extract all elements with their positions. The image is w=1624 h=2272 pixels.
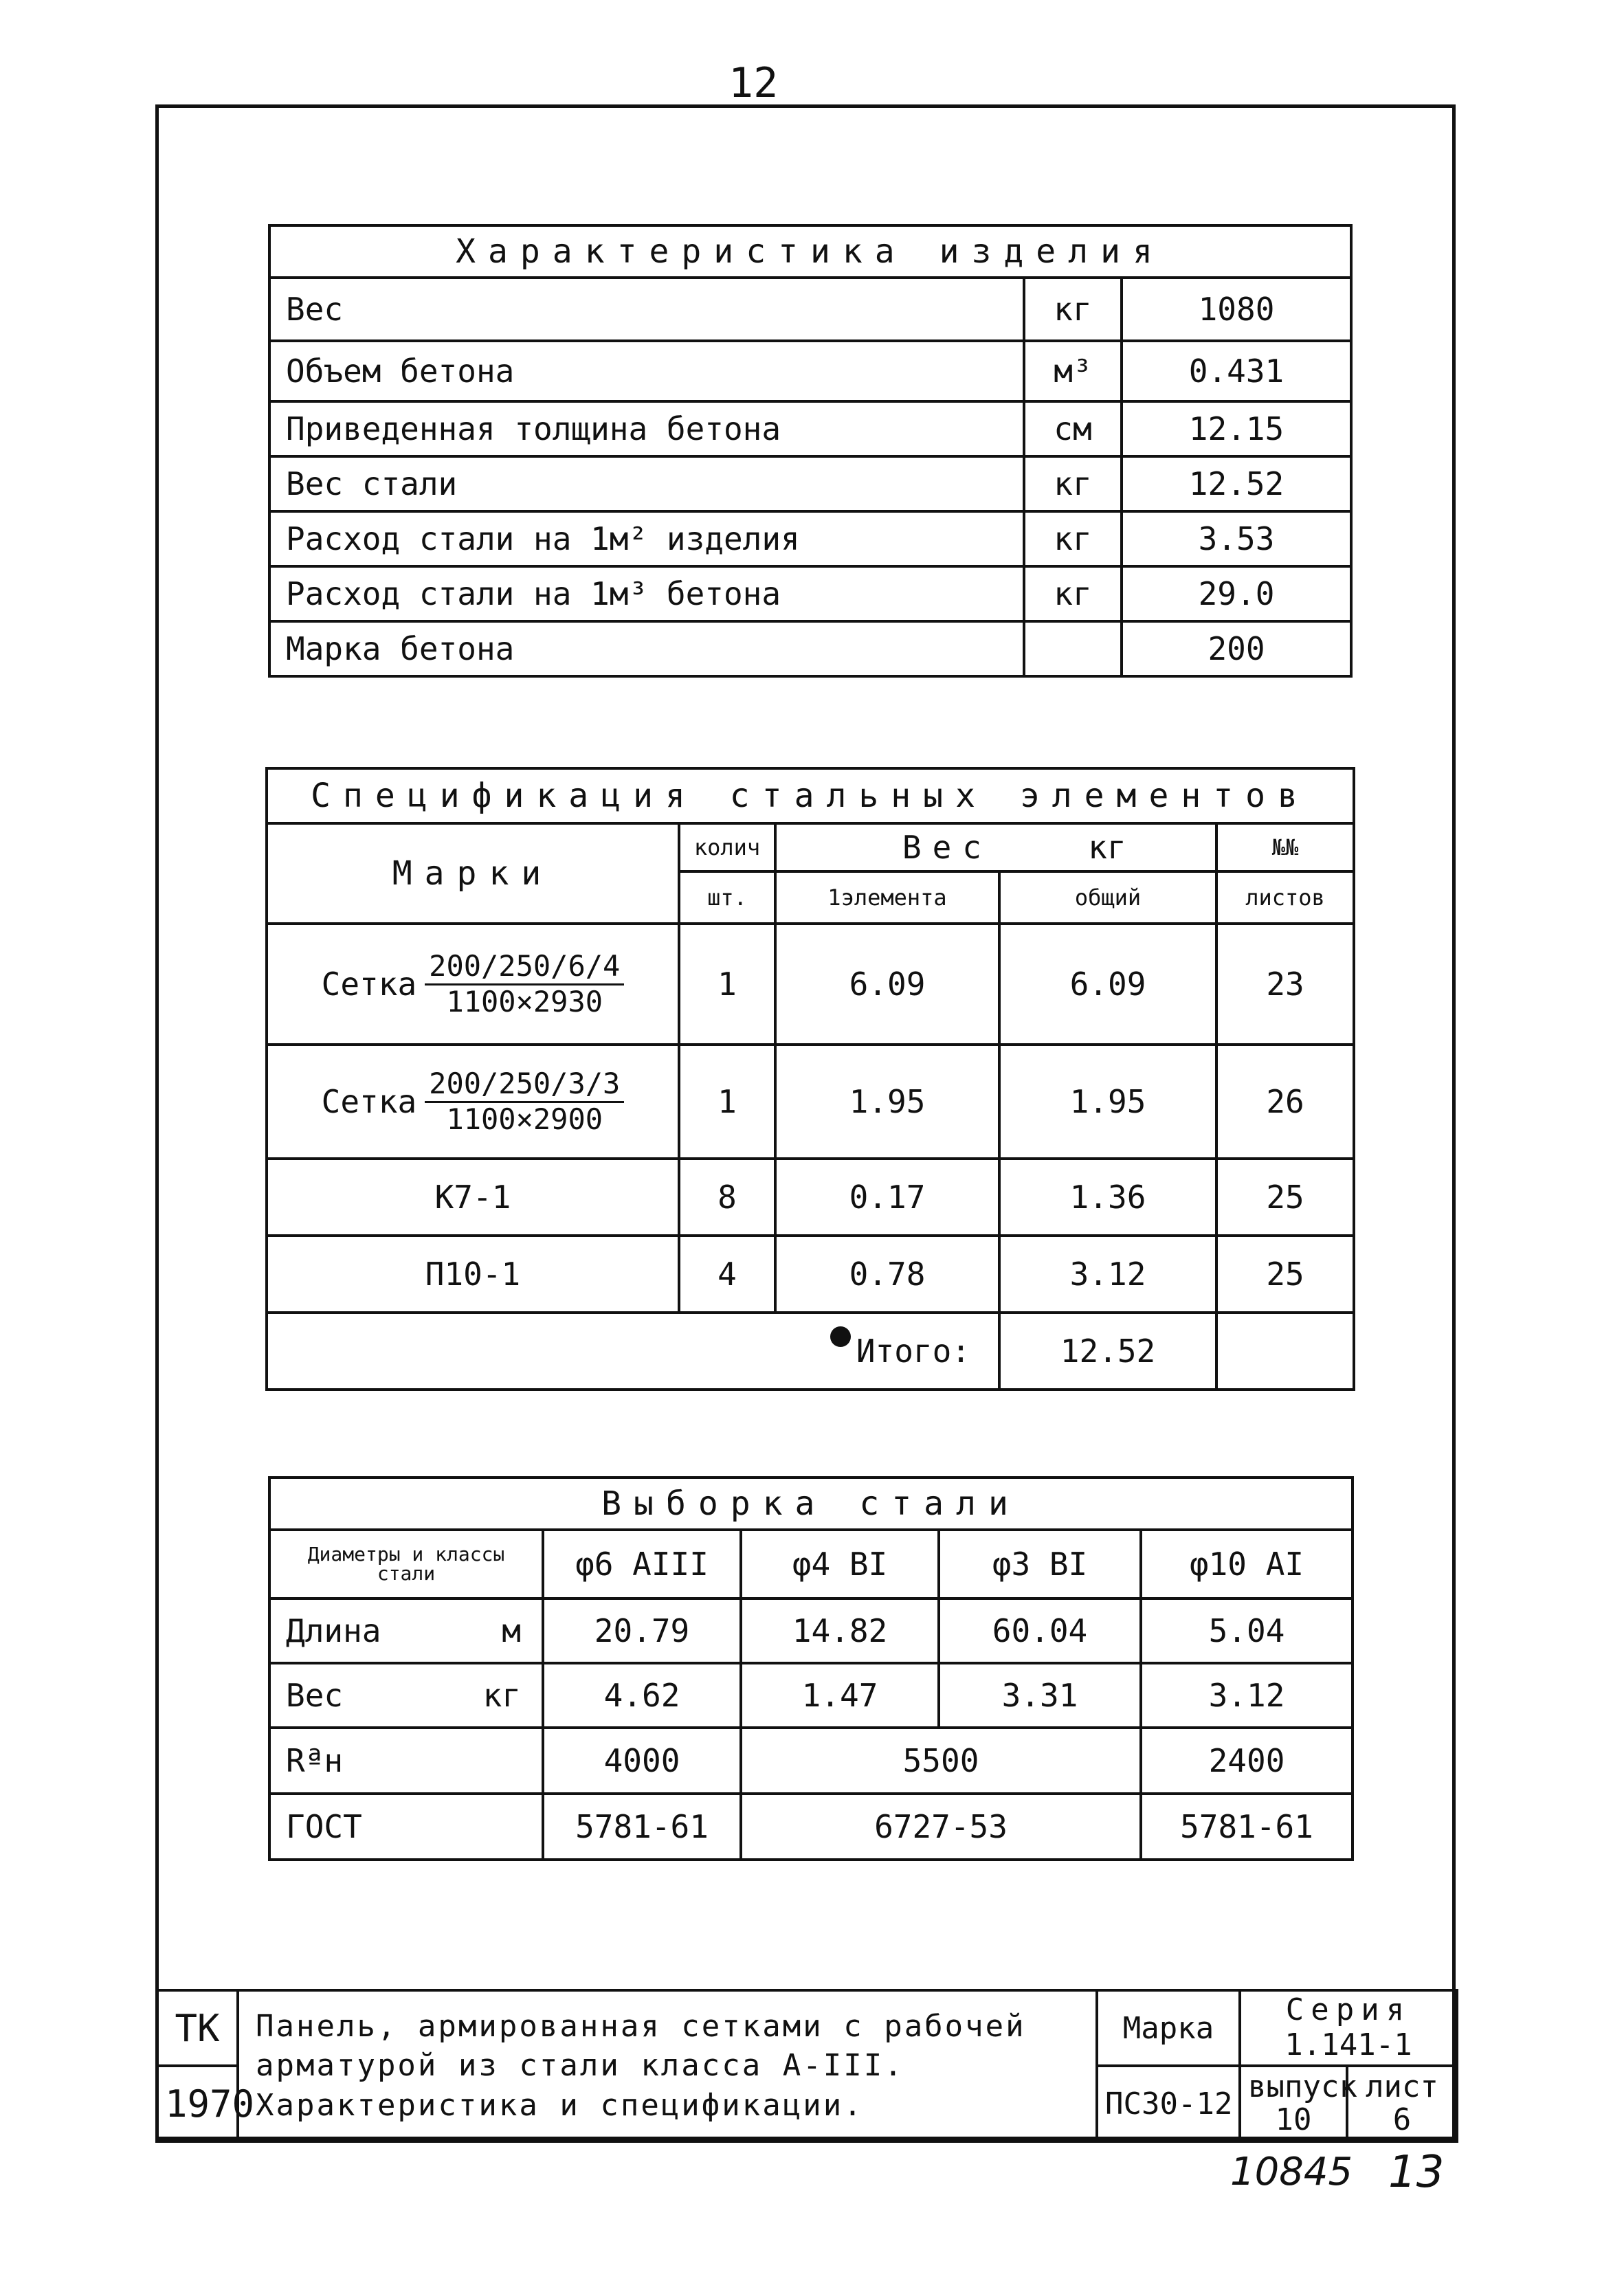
spec-total-empty <box>1216 1313 1354 1390</box>
char-name-2: Приведенная толщина бетона <box>269 401 1024 456</box>
spec-per-element-1: 1.95 <box>775 1045 999 1159</box>
char-value-2: 12.15 <box>1122 401 1351 456</box>
specification-table <box>265 767 1355 1391</box>
spec-frac-top-1: 200/250/3/3 <box>425 1067 624 1102</box>
ink-blot <box>830 1326 851 1347</box>
spec-total-label: Итого: <box>267 1313 999 1390</box>
title-block-issue <box>1240 2066 1357 2141</box>
title-block-series-label: Серия <box>1285 1992 1412 2028</box>
steel-weight-2: 3.31 <box>939 1663 1141 1728</box>
spec-header-sheets-top: №№ <box>1216 823 1354 871</box>
spec-header-weight-unit: кг <box>999 823 1216 871</box>
char-name-3: Вес стали <box>269 456 1024 511</box>
steel-col-3: φ10 АI <box>1141 1530 1353 1599</box>
spec-total-value: 12.52 <box>999 1313 1216 1390</box>
title-block-desc-line-1: арматурой из стали класса А-III. <box>256 2048 904 2084</box>
characteristics-table <box>268 224 1353 678</box>
title-block-sheet <box>1347 2066 1457 2141</box>
char-value-0: 1080 <box>1122 278 1351 341</box>
characteristics-title: Характеристика изделия <box>269 225 1351 278</box>
handwritten-number: 10845 <box>1230 2150 1353 2194</box>
spec-qty-2: 8 <box>679 1159 775 1236</box>
steel-length-row-label <box>269 1599 543 1663</box>
char-name-5: Расход стали на 1м³ бетона <box>269 566 1024 621</box>
char-value-1: 0.431 <box>1122 341 1351 401</box>
handwritten-sheet: 13 <box>1388 2147 1445 2198</box>
steel-gost-1: 6727-53 <box>741 1794 1141 1860</box>
spec-mark-label-0: Сетка <box>321 966 417 1003</box>
steel-gost-2: 5781-61 <box>1141 1794 1353 1860</box>
steel-length-unit: м <box>502 1612 521 1649</box>
char-unit-5: кг <box>1024 566 1122 621</box>
title-block-sheet-value: 6 <box>1392 2102 1412 2137</box>
steel-gost-label: ГОСТ <box>269 1794 543 1860</box>
spec-header-qty-bottom: шт. <box>679 871 775 924</box>
title-block-description <box>238 1990 1097 2141</box>
spec-frac-bottom-1: 1100×2900 <box>446 1102 603 1136</box>
steel-col-0: φ6 АIII <box>543 1530 741 1599</box>
spec-row-mark-0 <box>267 924 679 1045</box>
char-name-4: Расход стали на 1м² изделия <box>269 511 1024 566</box>
title-block-series-value: 1.141-1 <box>1284 2027 1412 2062</box>
char-unit-0: кг <box>1024 278 1122 341</box>
spec-total-2: 1.36 <box>999 1159 1216 1236</box>
char-unit-1: м³ <box>1024 341 1122 401</box>
steel-length-label: Длина <box>286 1612 381 1649</box>
spec-qty-0: 1 <box>679 924 775 1045</box>
spec-sheet-0: 23 <box>1216 924 1354 1045</box>
char-value-3: 12.52 <box>1122 456 1351 511</box>
spec-qty-3: 4 <box>679 1236 775 1313</box>
char-name-6: Марка бетона <box>269 621 1024 676</box>
char-value-6: 200 <box>1122 621 1351 676</box>
spec-header-per-element: 1элемента <box>775 871 999 924</box>
steel-weight-0: 4.62 <box>543 1663 741 1728</box>
spec-row-mark-1 <box>267 1045 679 1159</box>
spec-total-3: 3.12 <box>999 1236 1216 1313</box>
spec-header-weight: Вес <box>775 823 999 871</box>
spec-per-element-2: 0.17 <box>775 1159 999 1236</box>
steel-ra-label: Rªн <box>269 1728 543 1794</box>
spec-header-marks: Марки <box>267 823 679 924</box>
title-block-mark-value: ПС30-12 <box>1097 2066 1240 2141</box>
steel-weight-3: 3.12 <box>1141 1663 1353 1728</box>
title-block-desc-line-0: Панель, армированная сетками с рабочей <box>256 2009 1026 2045</box>
steel-title: Выборка стали <box>269 1478 1353 1530</box>
spec-total-0: 6.09 <box>999 924 1216 1045</box>
spec-mark-label-1: Сетка <box>321 1083 417 1120</box>
spec-mark-fraction-0 <box>425 950 624 1018</box>
steel-length-2: 60.04 <box>939 1599 1141 1663</box>
steel-weight-row-label <box>269 1663 543 1728</box>
spec-mark-3: П10-1 <box>267 1236 679 1313</box>
steel-header-label: Диаметры и классы стали <box>269 1530 543 1599</box>
spec-frac-bottom-0: 1100×2930 <box>446 984 603 1018</box>
spec-frac-top-0: 200/250/6/4 <box>425 950 624 985</box>
char-unit-6 <box>1024 621 1122 676</box>
spec-sheet-1: 26 <box>1216 1045 1354 1159</box>
spec-per-element-0: 6.09 <box>775 924 999 1045</box>
title-block-org: ТК <box>157 1990 238 2066</box>
steel-ra-2: 2400 <box>1141 1728 1353 1794</box>
steel-table <box>268 1476 1354 1861</box>
steel-length-0: 20.79 <box>543 1599 741 1663</box>
title-block-year: 1970 <box>157 2066 238 2141</box>
spec-mark-2: К7-1 <box>267 1159 679 1236</box>
spec-per-element-3: 0.78 <box>775 1236 999 1313</box>
steel-weight-1: 1.47 <box>741 1663 939 1728</box>
title-block <box>155 1989 1458 2143</box>
title-block-issue-value: 10 <box>1275 2102 1312 2137</box>
title-block-desc-line-2: Характеристика и спецификации. <box>256 2087 864 2123</box>
title-block-series <box>1240 1990 1457 2066</box>
char-unit-2: см <box>1024 401 1122 456</box>
steel-col-2: φ3 ВI <box>939 1530 1141 1599</box>
title-block-sheet-label: лист <box>1366 2069 1438 2104</box>
spec-sheet-3: 25 <box>1216 1236 1354 1313</box>
steel-length-1: 14.82 <box>741 1599 939 1663</box>
steel-gost-0: 5781-61 <box>543 1794 741 1860</box>
steel-ra-0: 4000 <box>543 1728 741 1794</box>
char-unit-3: кг <box>1024 456 1122 511</box>
spec-total-1: 1.95 <box>999 1045 1216 1159</box>
steel-length-3: 5.04 <box>1141 1599 1353 1663</box>
specification-title: Спецификация стальных элементов <box>267 768 1354 823</box>
steel-weight-unit: кг <box>482 1677 521 1714</box>
title-block-mark-label: Марка <box>1097 1990 1240 2066</box>
char-unit-4: кг <box>1024 511 1122 566</box>
char-name-1: Объем бетона <box>269 341 1024 401</box>
spec-header-sheets-bottom: листов <box>1216 871 1354 924</box>
spec-mark-fraction-1 <box>425 1067 624 1136</box>
spec-qty-1: 1 <box>679 1045 775 1159</box>
spec-header-qty-top: колич <box>679 823 775 871</box>
steel-weight-label: Вес <box>286 1677 344 1714</box>
spec-sheet-2: 25 <box>1216 1159 1354 1236</box>
steel-col-1: φ4 ВI <box>741 1530 939 1599</box>
title-block-issue-label: выпуск <box>1248 2069 1357 2104</box>
spec-header-total: общий <box>999 871 1216 924</box>
steel-ra-1: 5500 <box>741 1728 1141 1794</box>
char-value-5: 29.0 <box>1122 566 1351 621</box>
char-value-4: 3.53 <box>1122 511 1351 566</box>
char-name-0: Вес <box>269 278 1024 341</box>
page-number: 12 <box>728 59 779 107</box>
